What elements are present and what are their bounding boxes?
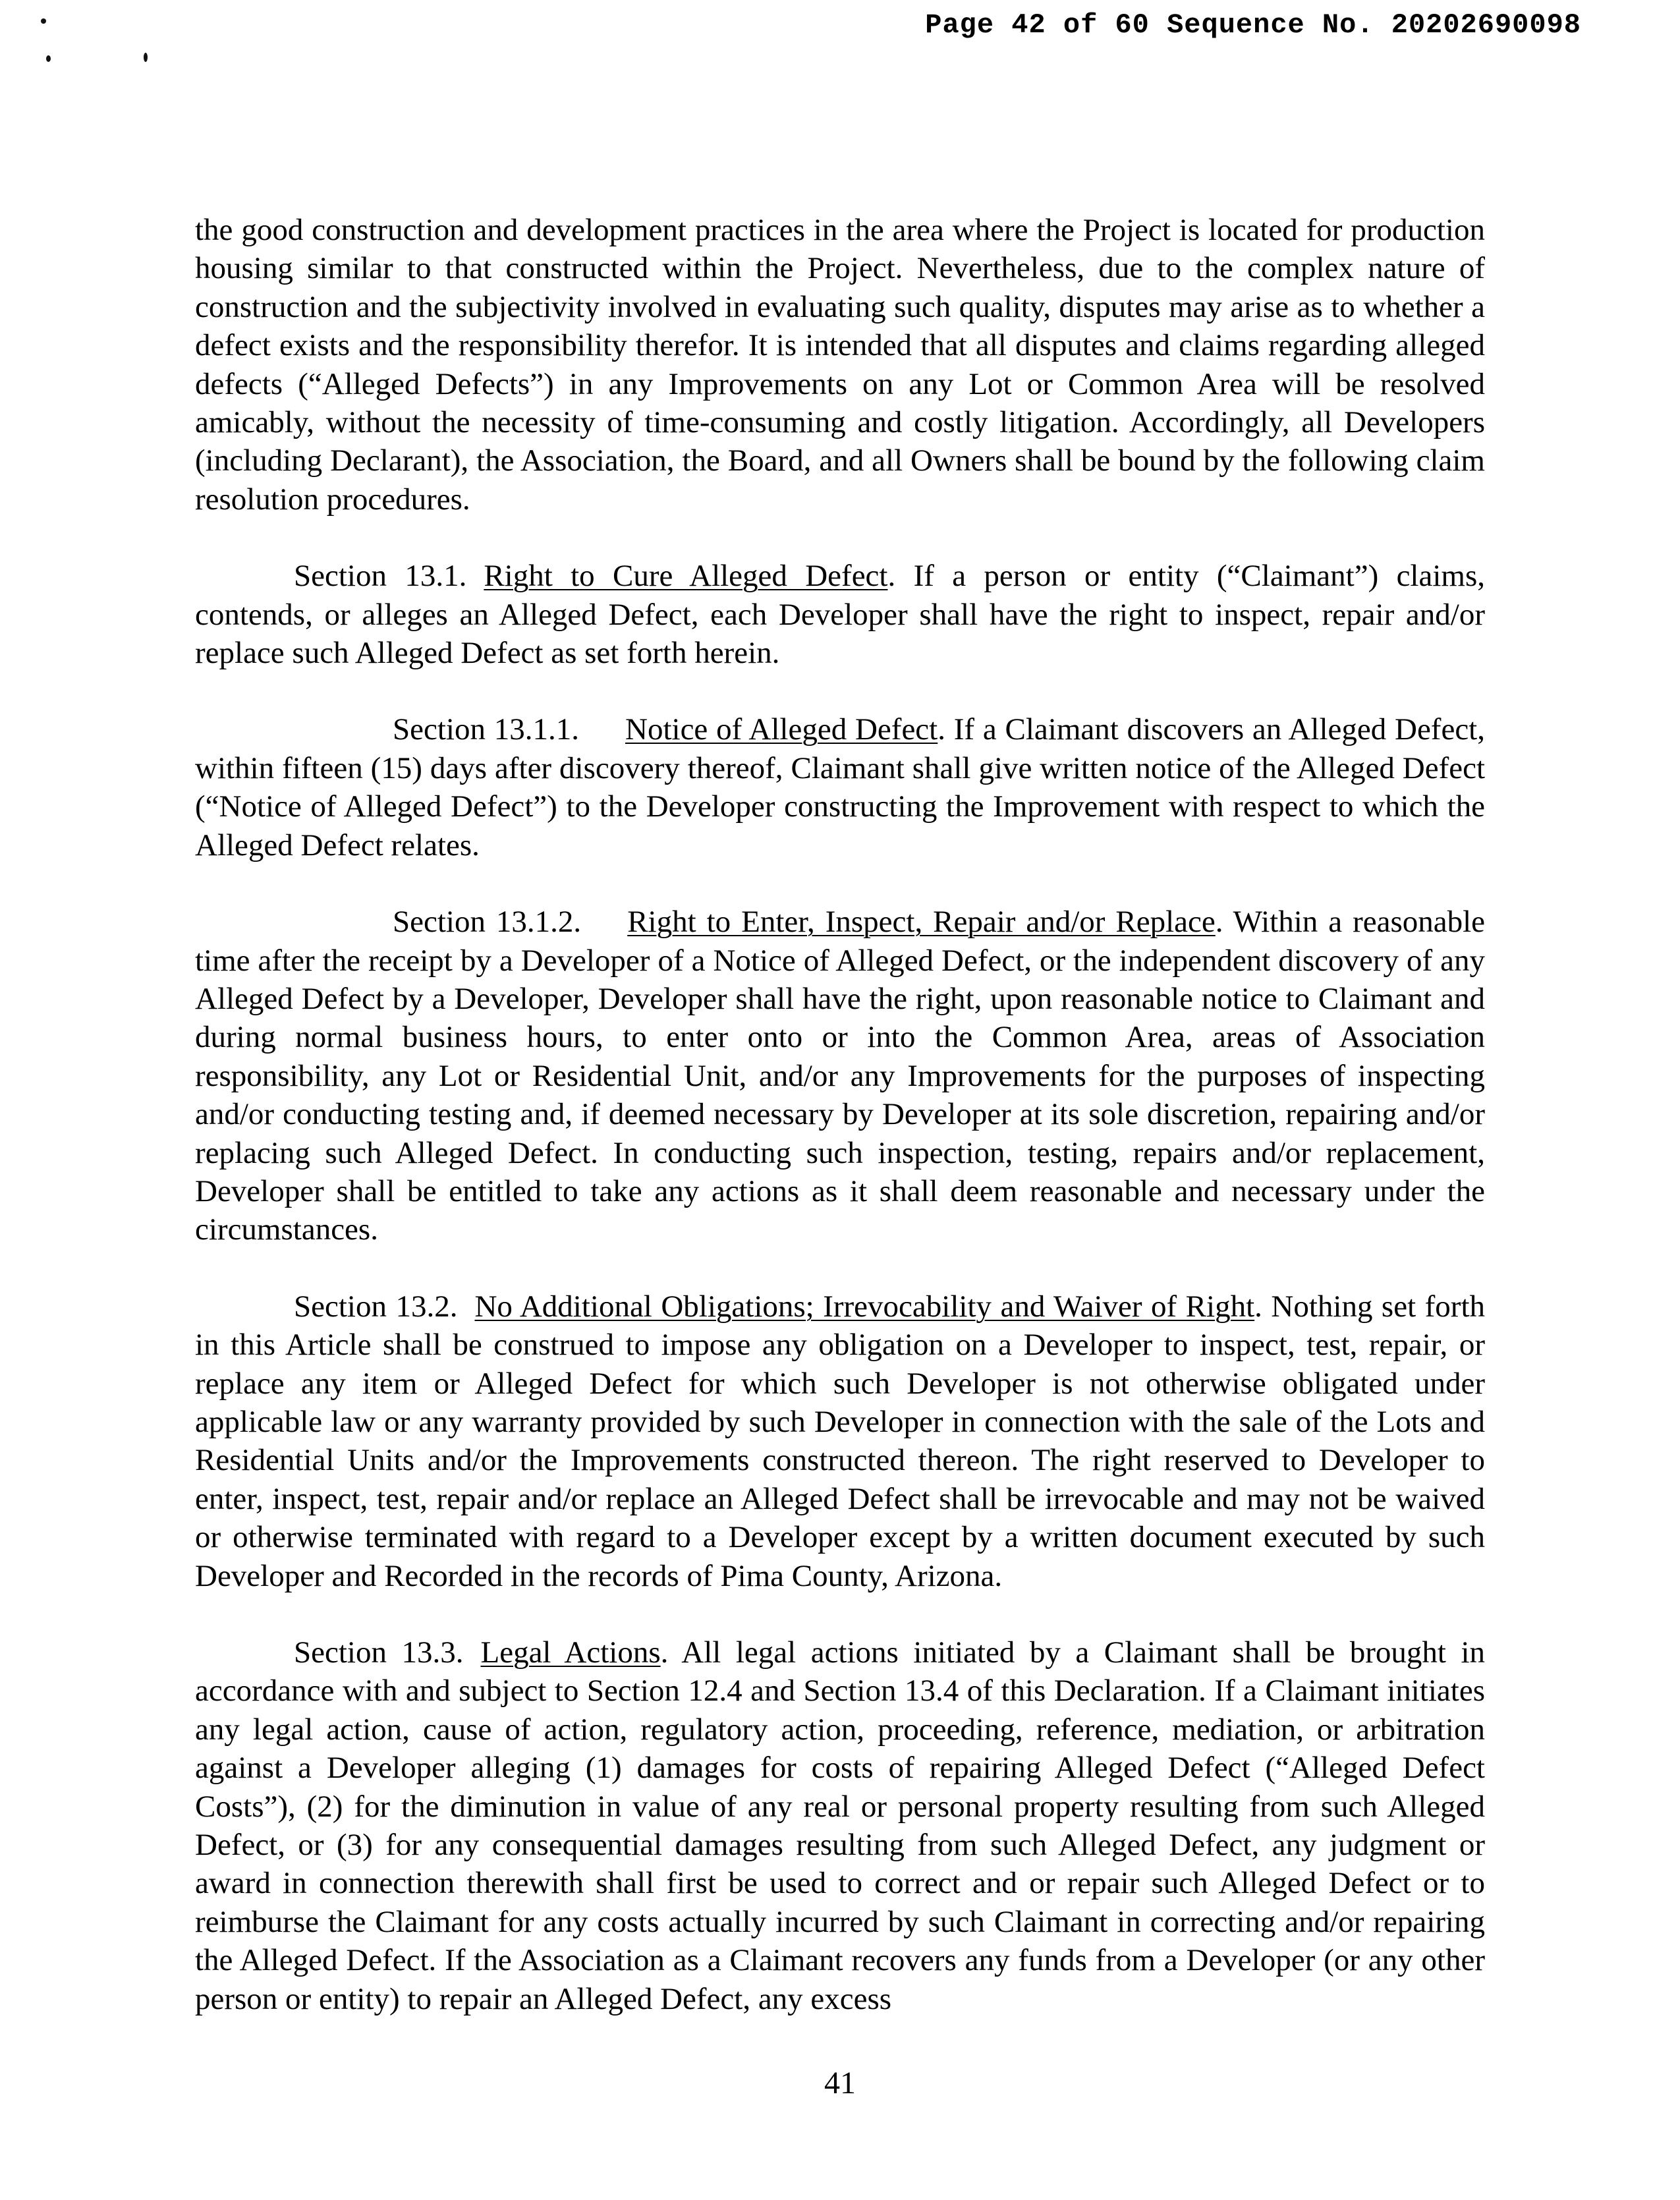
section-text: . Within a reasonable time after the receipt by a Developer of a Notice of Alleged Defect, or the independent discovery of any Alleged Defect by a Developer, Developer shall have the right, upon reasonable notice to Claimant and during normal business hours, to enter onto or into the Common Area, areas of Association responsibility, any Lot or Residential Unit, and/or any Improvements for the purposes of inspecting and/or conducting testing and, if deemed necessary by Developer at its sole discretion, repairing and/or replacing such Alleged Defect. In conducting such inspection, testing, repairs and/or replacement, Developer shall be entitled to take any actions as it shall deem reasonable and necessary under the circumstances. — [195, 905, 1486, 1247]
section-title: Notice of Alleged Defect — [625, 712, 938, 747]
section-13-3 — [195, 1633, 1485, 2018]
section-text: . If a person or entity (“Claimant”) claims, contends, or alleges an Alleged Defect, each Developer shall have the right to inspect, repair and/or replace such Alleged Defect as set forth herein. — [195, 559, 1486, 671]
section-13-1-1 — [195, 710, 1485, 864]
document-body — [195, 211, 1485, 2056]
section-number: Section 13.1. — [294, 559, 467, 594]
page-number: 41 — [824, 2066, 856, 2101]
section-title: Right to Enter, Inspect, Repair and/or Replace — [627, 905, 1216, 940]
scan-speck — [41, 18, 46, 24]
section-text: . All legal actions initiated by a Claimant shall be brought in accordance with and subject to Section 12.4 and Section 13.4 of this Declaration. If a Claimant initiates any legal action, cause of action, regulatory action, proceeding, reference, mediation, or arbitration against a Developer alleging (1) damages for costs of repairing Alleged Defect (“Alleged Defect Costs”), (2) for the diminution in value of any real or personal property resulting from such Alleged Defect, or (3) for any consequential damages resulting from such Alleged Defect, any judgment or award in connection therewith shall first be used to correct and or repair such Alleged Defect or to reimburse the Claimant for any costs actually incurred by such Claimant in correcting and/or repairing the Alleged Defect. If the Association as a Claimant recovers any funds from a Developer (or any other person or entity) to repair an Alleged Defect, any excess — [195, 1635, 1485, 2016]
section-number: Section 13.3. — [294, 1635, 464, 1670]
section-title: No Additional Obligations; Irrevocability and Waiver of Right — [474, 1289, 1255, 1324]
section-13-1 — [195, 557, 1485, 672]
section-title: Legal Actions — [480, 1635, 661, 1670]
scan-speck — [144, 53, 148, 62]
section-number: Section 13.1.2. — [393, 905, 582, 940]
section-title: Right to Cure Alleged Defect — [484, 559, 888, 594]
section-13-2 — [195, 1287, 1485, 1595]
section-13-1-2 — [195, 903, 1485, 1249]
intro-paragraph: the good construction and development practices in the area where the Project is located for production housing similar to that constructed within the Project. Nevertheless, due to the complex nature of construction and the subjectivity involved in evaluating such quality, disputes may arise as to whether a defect exists and the responsibility therefor. It is intended that all disputes and claims regarding alleged defects (“Alleged Defects”) in any Improvements on any Lot or Common Area will be resolved amicably, without the necessity of time-consuming and costly litigation. Accordingly, all Developers (including Declarant), the Association, the Board, and all Owners shall be bound by the following claim resolution procedures. — [195, 213, 1485, 517]
section-number: Section 13.2. — [294, 1289, 458, 1324]
section-number: Section 13.1.1. — [393, 712, 580, 747]
scan-speck — [46, 55, 51, 62]
section-text: . If a Claimant discovers an Alleged Defect, within fifteen (15) days after discovery thereof, Claimant shall give written notice of the Alleged Defect (“Notice of Alleged Defect”) to the Developer constructing the Improvement with respect to which the Alleged Defect relates. — [195, 712, 1485, 862]
section-text: . Nothing set forth in this Article shall be construed to impose any obligation on a Developer to inspect, test, repair, or replace any item or Alleged Defect for which such Developer is not otherwise obligated under applicable law or any warranty provided by such Developer in connection with the sale of the Lots and Residential Units and/or the Improvements constructed thereon. The right reserved to Developer to enter, inspect, test, repair and/or replace an Alleged Defect shall be irrevocable and may not be waived or otherwise terminated with regard to a Developer except by a written document executed by such Developer and Recorded in the records of Pima County, Arizona. — [195, 1289, 1485, 1593]
page-stamp: Page 42 of 60 Sequence No. 20202690098 — [925, 9, 1581, 41]
